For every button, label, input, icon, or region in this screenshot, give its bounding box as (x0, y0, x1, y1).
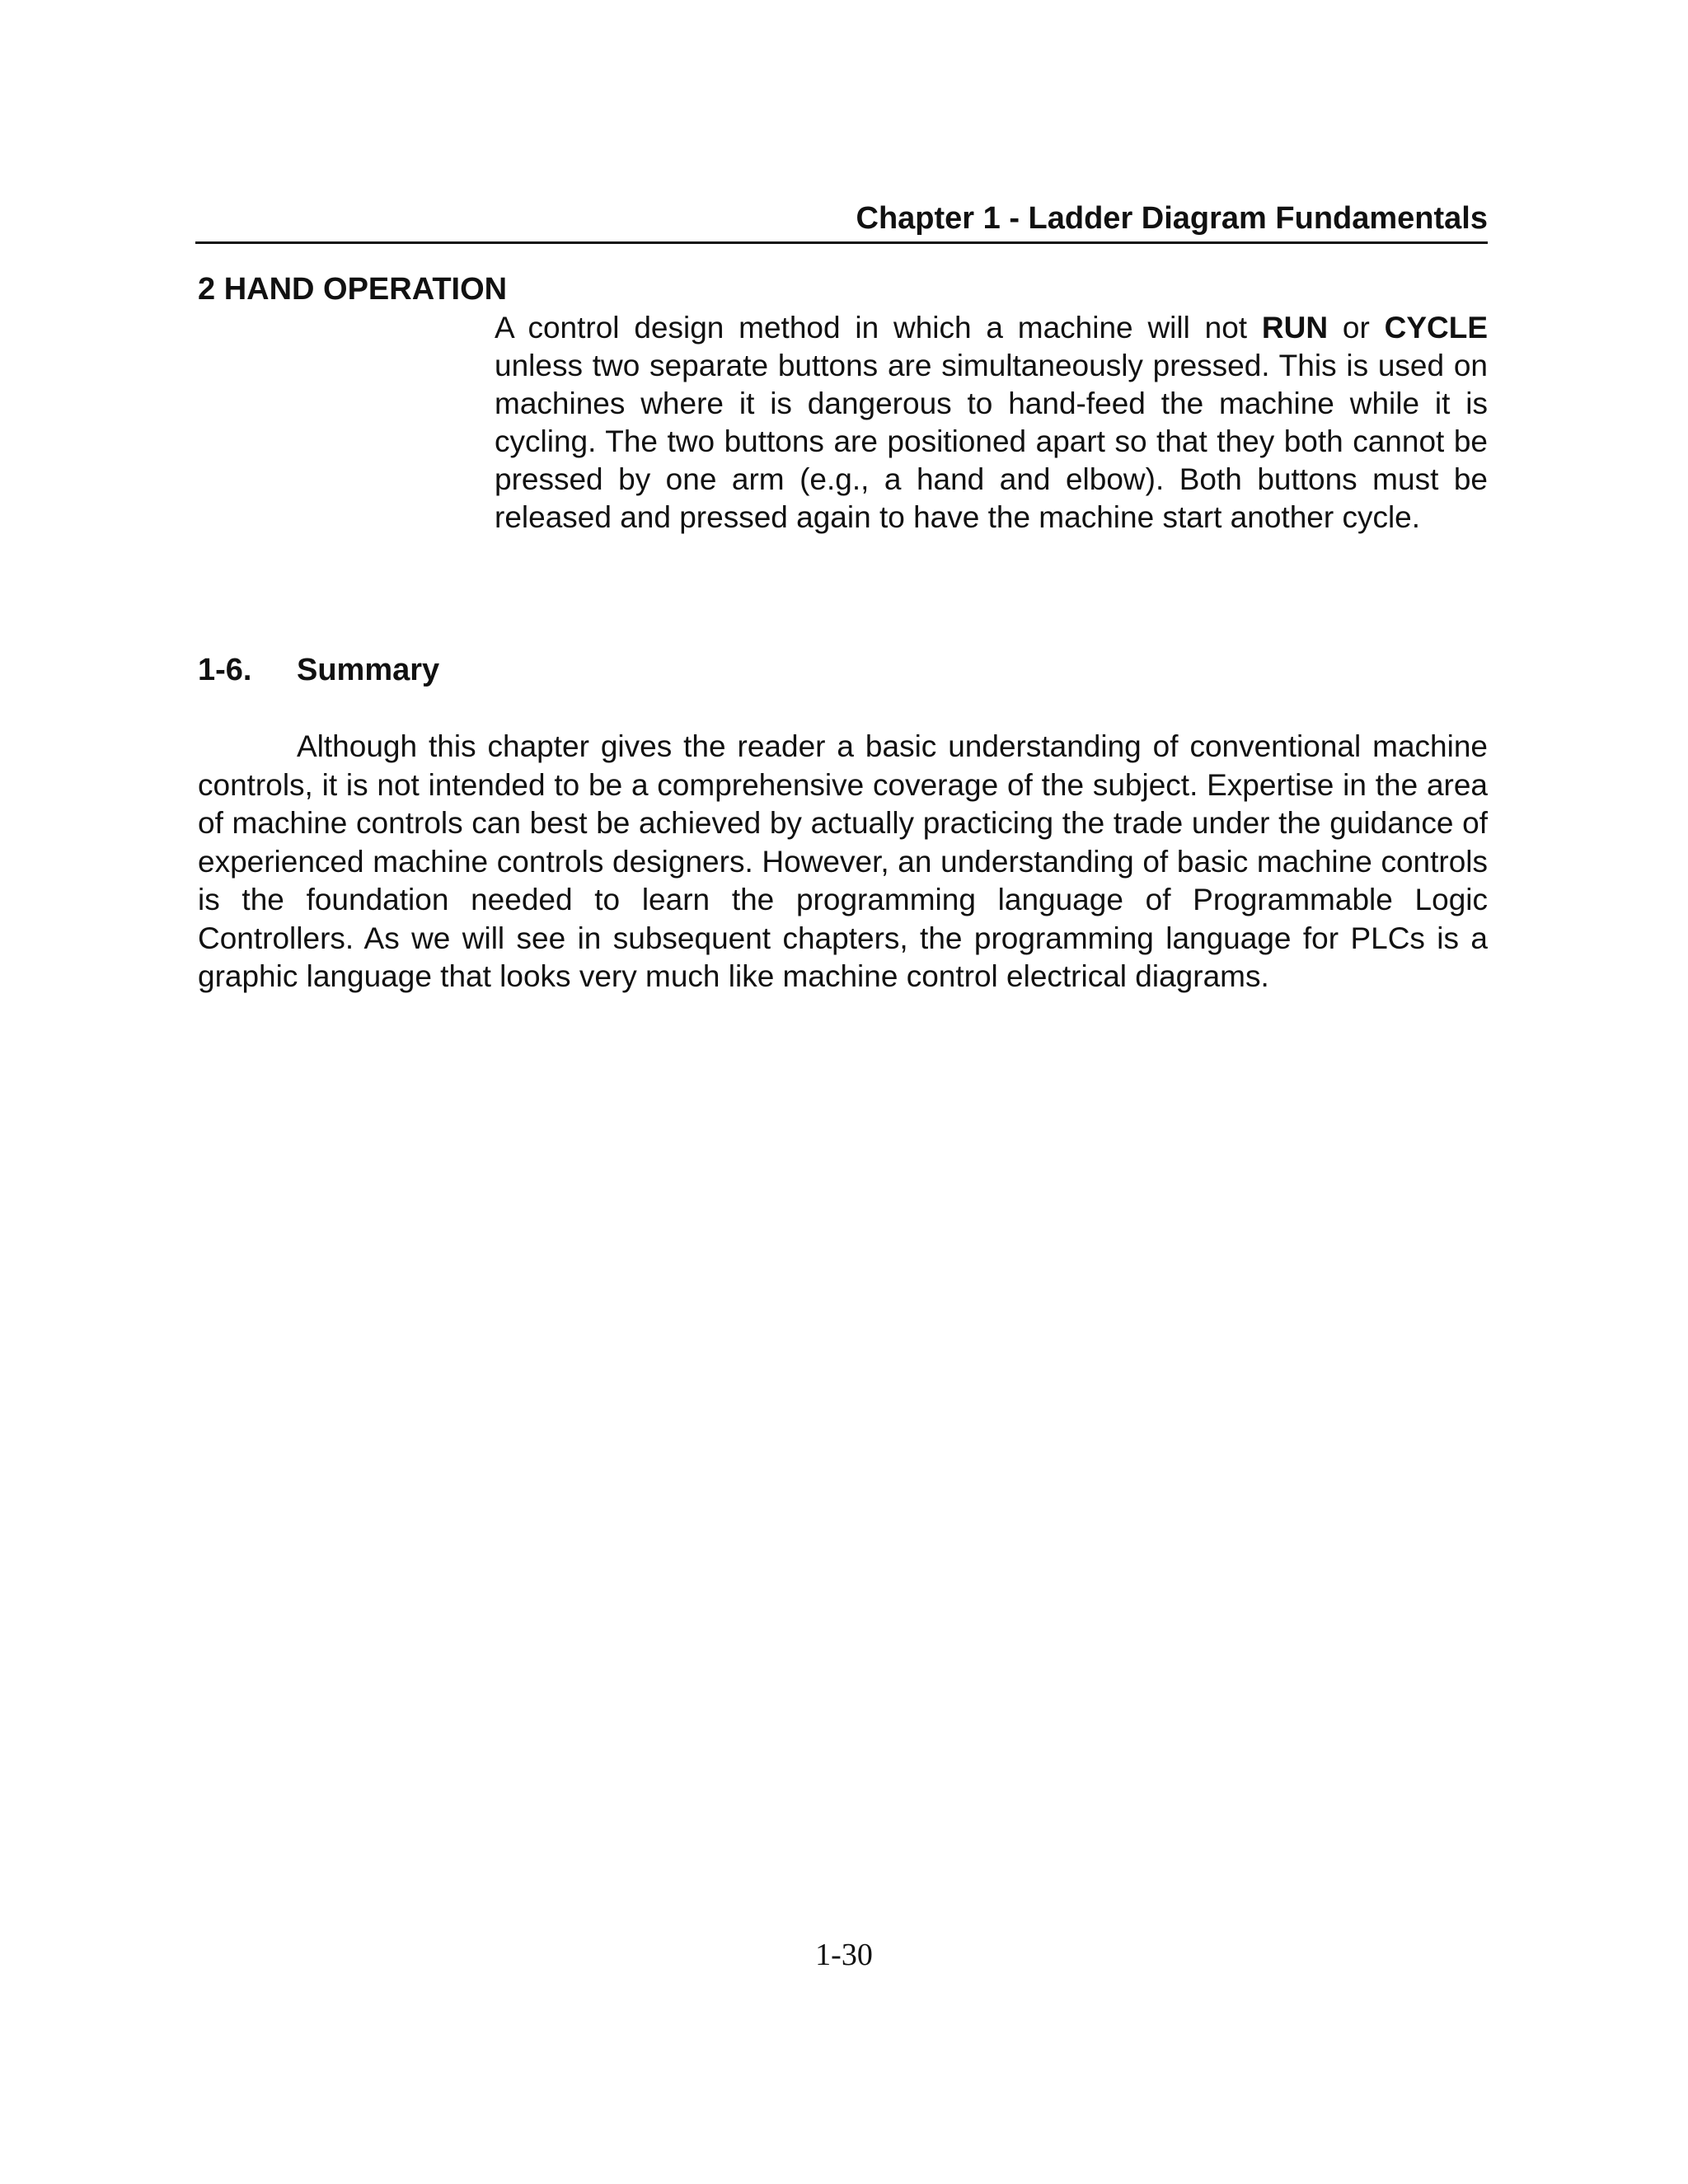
definition-text-start: A control design method in which a machine will not (495, 311, 1262, 344)
section-number: 1-6. (198, 653, 252, 687)
section-title: Summary (297, 653, 440, 687)
section-heading (198, 651, 439, 689)
page-header (195, 196, 1488, 244)
glossary-definition (495, 309, 1488, 537)
definition-run-word: RUN (1261, 311, 1329, 344)
summary-paragraph: Although this chapter gives the reader a basic understanding of conventional machine controls, it is not intended to be a comprehensive coverage of the subject. Expertise in the area of machine controls can best be achieved by actually practicing the trade under the guidance of experienced machine controls designers. However, an understanding of basic machine controls is the foundation needed to learn the programming language of Programmable Logic Controllers. As we will see in subsequent chapters, the programming language for PLCs is a graphic language that looks very much like machine control electrical diagrams. (198, 729, 1488, 993)
chapter-title: Chapter 1 - Ladder Diagram Fundamentals (856, 201, 1488, 236)
page-number: 1-30 (815, 1938, 873, 1972)
definition-text-or: or (1328, 311, 1385, 344)
glossary-term: 2 HAND OPERATION (198, 272, 508, 307)
definition-cycle-word: CYCLE (1384, 311, 1488, 344)
definition-text-rest: unless two separate buttons are simultaneously pressed. This is used on machines where it is dangerous to hand-feed the machine while it is cycling. The two buttons are positioned apart so that they both cannot be pressed by one arm (e.g., a hand and elbow). Both buttons must be released and pressed again to have the machine start another cycle. (495, 349, 1488, 534)
